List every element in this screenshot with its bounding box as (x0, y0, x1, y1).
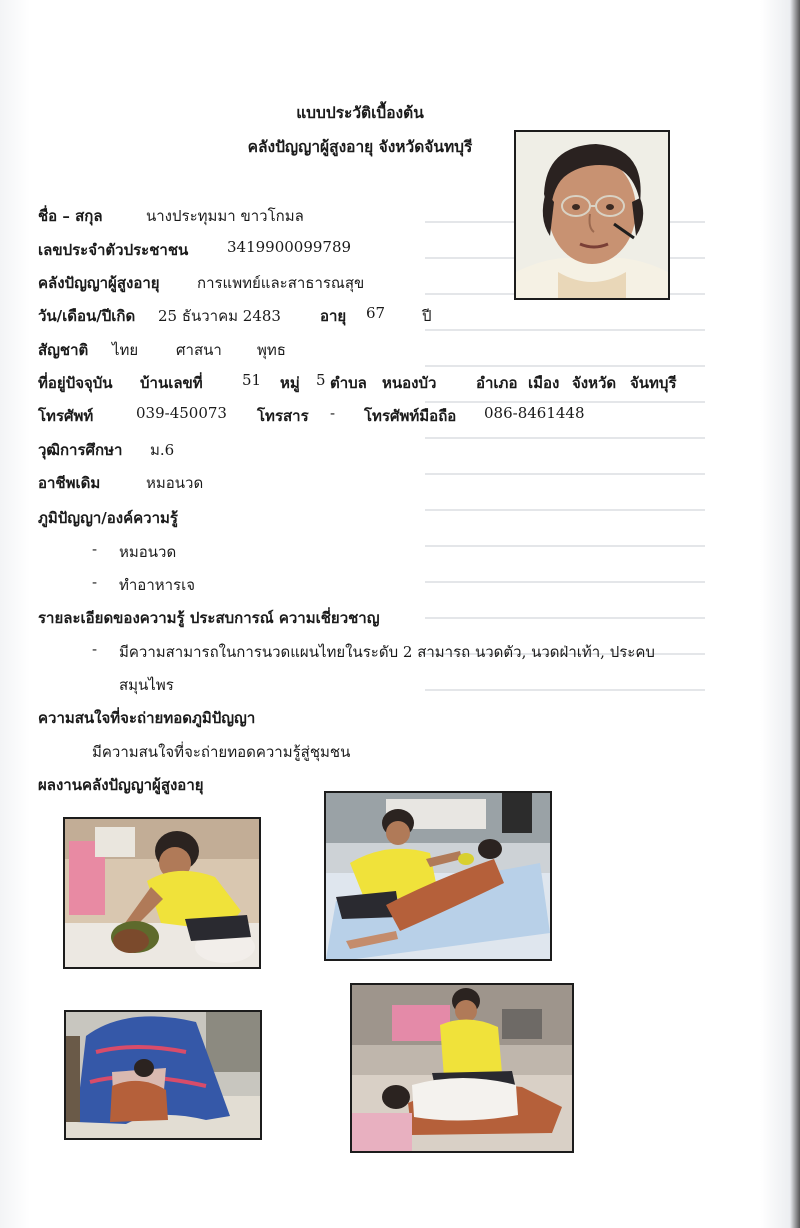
fax-value: - (330, 404, 336, 422)
dob-label: วัน/เดือน/ปีเกิด (38, 307, 136, 325)
interest-value: มีความสนใจที่จะถ่ายทอดความรู้สู่ชุมชน (92, 743, 351, 761)
nationality-label: สัญชาติ (38, 341, 89, 359)
education-value: ม.6 (150, 441, 175, 459)
form-title: แบบประวัติเบื้องต้น (296, 103, 424, 122)
id-value: 3419900099789 (227, 238, 352, 256)
wisdom-value: การแพทย์และสาธารณสุข (197, 274, 365, 292)
amphoe-label: อำเภอ (476, 374, 518, 392)
mobile-value: 086-8461448 (484, 404, 585, 422)
moo-label: หมู่ (280, 374, 300, 392)
details-label: รายละเอียดของความรู้ ประสบการณ์ ความเชี่ยวชาญ (38, 609, 380, 627)
house-label: บ้านเลขที่ (140, 374, 203, 392)
id-label: เลขประจำตัวประชาชน (38, 241, 189, 259)
bullet-dash: - (92, 573, 98, 591)
address-label: ที่อยู่ปัจจุบัน (38, 374, 113, 392)
moo-value: 5 (316, 371, 326, 389)
occupation-label: อาชีพเดิม (38, 474, 101, 492)
works-label: ผลงานคลังปัญญาผู้สูงอายุ (38, 776, 204, 794)
details-line-1: มีความสามารถในการนวดแผนไทยในระดับ 2 สามารถ นวดตัว, นวดฝ่าเท้า, ประคบ (119, 643, 655, 661)
occupation-value: หมอนวด (146, 474, 204, 492)
religion-value: พุทธ (257, 341, 286, 359)
province-label: จังหวัด (572, 374, 617, 392)
tambon-label: ตำบล (330, 374, 367, 392)
education-label: วุฒิการศึกษา (38, 441, 123, 459)
amphoe-value: เมือง (528, 374, 560, 392)
age-value: 67 (366, 304, 386, 322)
tambon-value: หนองบัว (382, 374, 437, 392)
name-value: นางประทุมมา ขาวโกมล (146, 207, 304, 225)
phone-value: 039-450073 (136, 404, 227, 422)
knowledge-label: ภูมิปัญญา/องค์ความรู้ (38, 509, 178, 527)
bullet-dash: - (92, 640, 98, 658)
work-photo-massage-lying (324, 791, 552, 961)
phone-label: โทรศัพท์ (38, 407, 94, 425)
fax-label: โทรสาร (257, 407, 309, 425)
age-unit: ปี (422, 307, 432, 325)
work-photo-herbal-compress (63, 817, 261, 969)
house-value: 51 (242, 371, 262, 389)
religion-label: ศาสนา (176, 341, 222, 359)
work-photo-steam-tent (64, 1010, 262, 1140)
interest-label: ความสนใจที่จะถ่ายทอดภูมิปัญญา (38, 709, 256, 727)
dob-value: 25 ธันวาคม 2483 (158, 307, 281, 325)
knowledge-item: ทำอาหารเจ (119, 576, 196, 594)
knowledge-item: หมอนวด (119, 543, 177, 561)
details-line-2: สมุนไพร (119, 676, 174, 694)
mobile-label: โทรศัพท์มือถือ (364, 407, 457, 425)
nationality-value: ไทย (112, 341, 139, 359)
form-subtitle: คลังปัญญาผู้สูงอายุ จังหวัดจันทบุรี (247, 137, 473, 156)
age-label: อายุ (320, 307, 347, 325)
work-photo-back-massage (350, 983, 574, 1153)
province-value: จันทบุรี (630, 374, 677, 392)
name-label: ชื่อ – สกุล (38, 207, 103, 225)
wisdom-label: คลังปัญญาผู้สูงอายุ (38, 274, 160, 292)
portrait-photo (514, 130, 670, 300)
bullet-dash: - (92, 540, 98, 558)
